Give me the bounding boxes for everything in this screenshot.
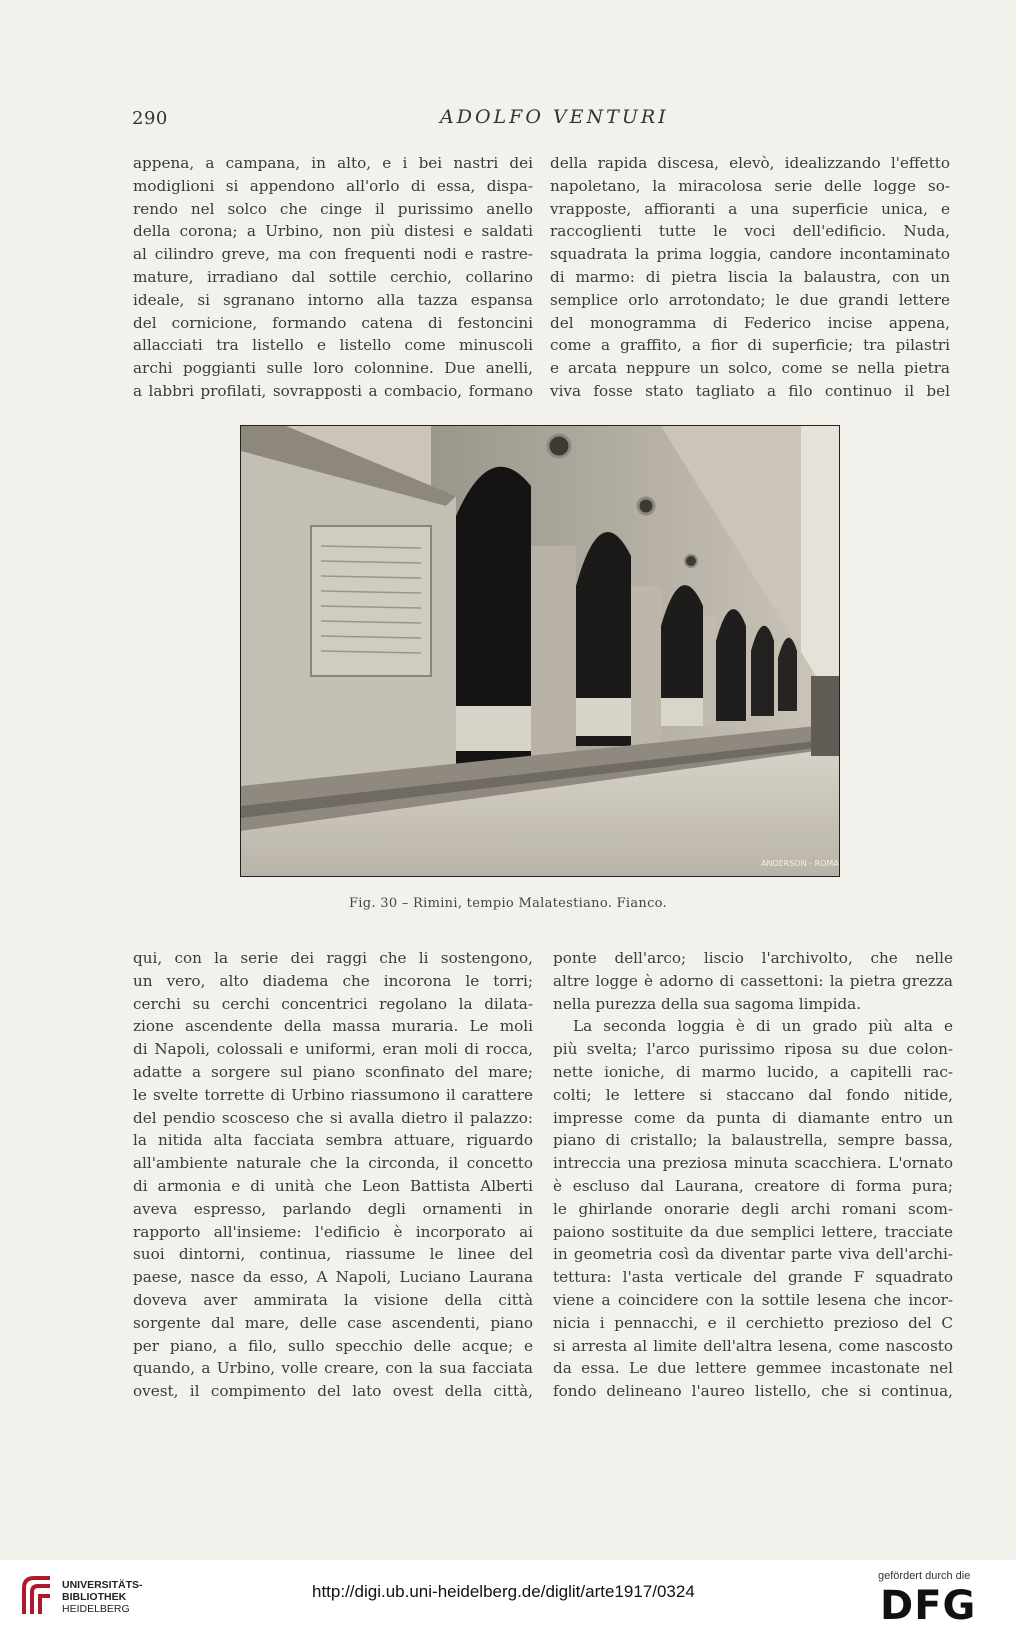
text-column-bottom-right (553, 947, 953, 1403)
text-line: di armonia e di unità che Leon Battista Alberti (133, 1176, 533, 1195)
text-line: della rapida discesa, elevò, idealizzando l'effetto (550, 154, 950, 172)
text-line: qui, con la serie dei raggi che li sostengono, (133, 949, 533, 967)
university-library-logo-icon (20, 1574, 54, 1618)
text-line: appena, a campana, in alto, e i bei nastri dei (133, 154, 533, 172)
text-line: paese, nasce da esso, A Napoli, Luciano Laurana (133, 1268, 533, 1287)
photo-credit: ANDERSON - ROMA (761, 859, 839, 868)
text-line: mature, irradiano dal sottile cerchio, collarino (133, 267, 533, 286)
text-line: semplice orlo arrotondato; le due grandi lettere (550, 290, 950, 309)
text-line: sorgente dal mare, delle case ascendenti, piano (133, 1313, 533, 1332)
library-name: UNIVERSITÄTS- BIBLIOTHEK HEIDELBERG (62, 1579, 143, 1615)
funding-label: gefördert durch die (878, 1570, 971, 1582)
text-line: rapporto all'insieme: l'edificio è incorporato ai (133, 1222, 533, 1241)
text-line: è escluso dal Laurana, creatore di forma pura; (553, 1176, 953, 1195)
text-line: rendo nel solco che cinge il purissimo anello (133, 199, 533, 218)
text-line: per piano, a filo, sullo specchio delle acque; e (133, 1336, 533, 1355)
source-url-link[interactable]: http://digi.ub.uni-heidelberg.de/diglit/arte1917/0324 (312, 1582, 695, 1601)
page-number: 290 (132, 108, 168, 129)
text-line: zione ascendente della massa muraria. Le moli (133, 1017, 533, 1036)
text-column-top-left (133, 152, 533, 403)
text-line: nella purezza della sua sagoma limpida. (553, 994, 862, 1013)
temple-photo (241, 426, 839, 876)
text-line: cerchi su cerchi concentrici regolano la dilata- (133, 994, 533, 1013)
text-line: un vero, alto diadema che incorona le torri; (133, 971, 533, 990)
text-line: del pendio scosceso che si avalla dietro il palazzo: (133, 1108, 533, 1127)
text-line: viene a coincidere con la sottile lesena che incor- (553, 1290, 953, 1309)
text-line: in geometria così da diventar parte viva dell'archi- (553, 1245, 953, 1264)
text-line: la nitida alta facciata sembra attuare, riguardo (133, 1131, 533, 1150)
text-line: quando, a Urbino, volle creare, con la sua facciata (133, 1359, 533, 1378)
text-line: ovest, il compimento del lato ovest della città, (133, 1382, 533, 1401)
text-line: ideale, si sgranano intorno alla tazza espansa (133, 290, 533, 309)
text-line: del monogramma di Federico incise appena, (550, 313, 950, 332)
text-line: di Napoli, colossali e uniformi, eran moli di rocca, (133, 1040, 533, 1059)
text-line: doveva aver ammirata la visione della città (133, 1290, 533, 1309)
text-line: nicia i pennacchi, e il cerchietto prezioso del C (553, 1313, 953, 1332)
text-line: napoletano, la miracolosa serie delle logge so- (550, 176, 950, 195)
running-title: ADOLFO VENTURI (440, 106, 669, 128)
text-column-top-right (550, 152, 950, 403)
text-line: all'ambiente naturale che la circonda, il concetto (133, 1154, 533, 1173)
text-column-bottom-left (133, 947, 533, 1403)
text-line: ponte dell'arco; liscio l'archivolto, che nelle (553, 949, 953, 967)
dfg-logo: DFG (880, 1583, 977, 1629)
text-line: le ghirlande onorarie degli archi romani scom- (553, 1199, 953, 1218)
text-line: a labbri profilati, sovrapposti a combacio, formano (133, 381, 533, 400)
text-line: e arcata neppure un solco, come se nella pietra (550, 359, 950, 378)
text-line: altre logge è adorno di cassettoni: la pietra grezza (553, 971, 953, 990)
text-line: allacciati tra listello e listello come minuscoli (133, 336, 533, 355)
text-line: raccoglienti tutte le voci dell'edificio. Nuda, (550, 222, 950, 241)
text-line: più svelta; l'arco purissimo riposa su due colon- (553, 1040, 953, 1059)
text-line: al cilindro greve, ma con frequenti nodi e rastre- (133, 245, 533, 264)
text-line: piano di cristallo; la balaustrella, sempre bassa, (553, 1131, 953, 1150)
text-line: viva fosse stato tagliato a filo continuo il bel (550, 381, 950, 400)
text-line: intreccia una preziosa minuta scacchiera. L'ornato (553, 1154, 953, 1173)
text-line: le svelte torrette di Urbino riassumono il carattere (133, 1085, 533, 1104)
text-line: della corona; a Urbino, non più distesi e saldati (133, 222, 533, 241)
text-line: nette ioniche, di marmo lucido, a capitelli rac- (553, 1062, 953, 1081)
text-line: vrapposte, affioranti a una superficie unica, e (550, 199, 950, 218)
text-line: archi poggianti sulle loro colonnine. Due anelli, (133, 359, 533, 378)
text-line: tettura: l'asta verticale del grande F squadrato (553, 1268, 953, 1287)
text-line: colti; le lettere si staccano dal fondo nitide, (553, 1085, 953, 1104)
text-line: aveva espresso, parlando degli ornamenti in (133, 1199, 533, 1218)
text-line: da essa. Le due lettere gemmee incastonate nel (553, 1359, 953, 1378)
text-line: si arresta al limite dell'altra lesena, come nascosto (553, 1336, 953, 1355)
text-line: fondo delineano l'aureo listello, che si continua, (553, 1382, 953, 1401)
text-line: del cornicione, formando catena di festoncini (133, 313, 533, 332)
text-line: La seconda loggia è di un grado più alta e (573, 1017, 953, 1036)
text-line: suoi dintorni, continua, riassume le linee del (133, 1245, 533, 1264)
digitization-footer (0, 1560, 1016, 1634)
text-line: come a graffito, a fior di superficie; tra pilastri (550, 336, 950, 355)
text-line: impresse come da punta di diamante entro un (553, 1108, 953, 1127)
text-line: paiono sostituite da due semplici lettere, tracciate (553, 1222, 953, 1241)
text-line: adatte a sorgere sul piano sconfinato del mare; (133, 1062, 533, 1081)
text-line: modiglioni si appendono all'orlo di essa, dispa- (133, 176, 533, 195)
figure-caption: Fig. 30 – Rimini, tempio Malatestiano. Fianco. (348, 896, 668, 911)
photo-figure (240, 425, 840, 877)
text-line: di marmo: di pietra liscia la balaustra, con un (550, 267, 950, 286)
text-line: squadrata la prima loggia, candore incontaminato (550, 245, 950, 264)
